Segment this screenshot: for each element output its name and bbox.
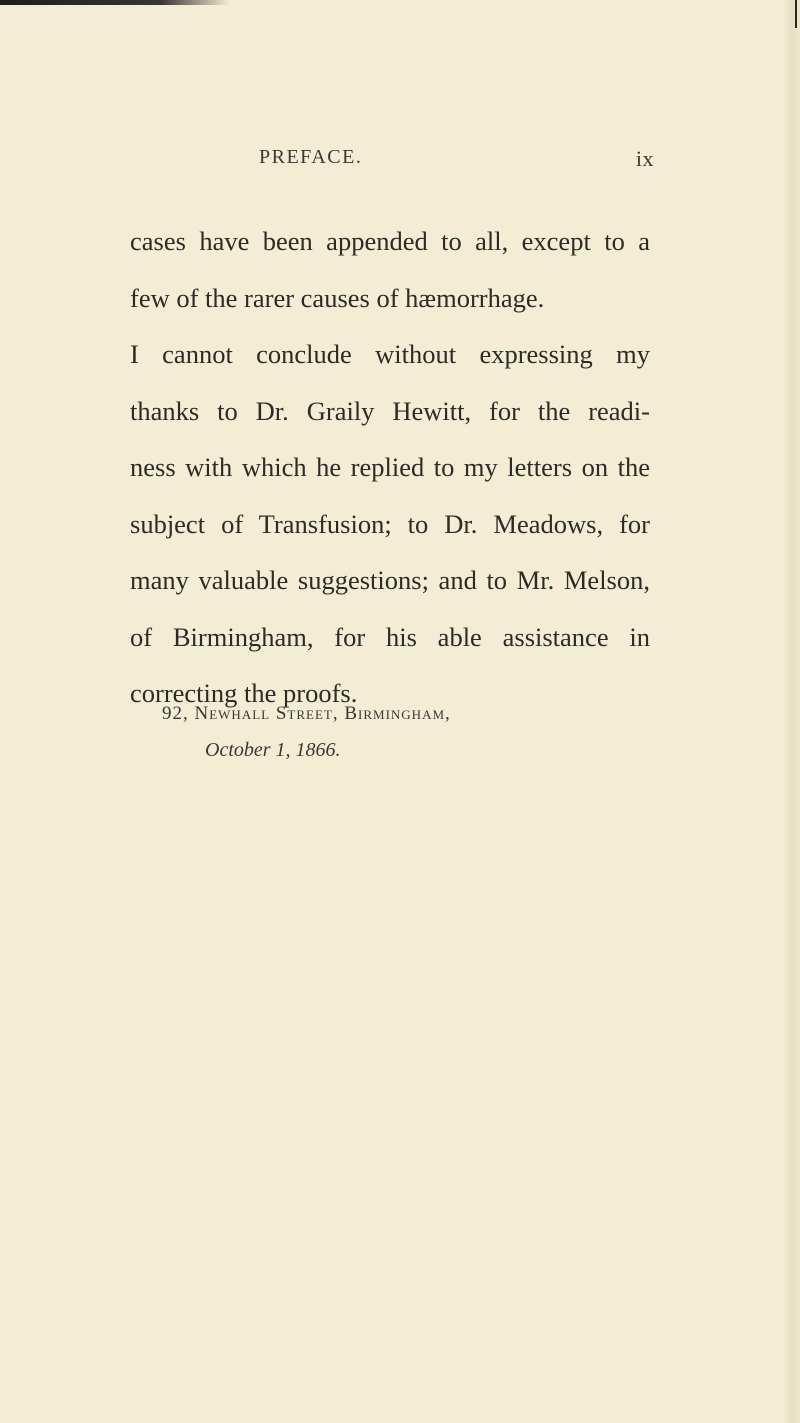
page-top-rule — [0, 0, 230, 5]
text-line: I cannot conclude without expressing my — [130, 339, 650, 369]
text-line: many valuable suggestions; and to Mr. Melson, — [130, 565, 650, 595]
page-edge-shadow — [782, 0, 800, 1423]
text-line: subject of Transfusion; to Dr. Meadows, for — [130, 508, 650, 539]
text-line: of Birmingham, for his able assistance in — [130, 621, 650, 652]
running-title: PREFACE. — [259, 146, 363, 168]
signoff-address: 92, Newhall Street, Birmingham, — [162, 703, 451, 724]
text-line: cases have been appended to all, except to a — [130, 226, 650, 256]
text-line: thanks to Dr. Graily Hewitt, for the readi- — [130, 395, 650, 426]
page-number: ix — [635, 146, 654, 171]
preface-body — [130, 213, 650, 722]
text-line: ness with which he replied to my letters on the — [130, 452, 650, 482]
signoff-date: October 1, 1866. — [205, 739, 341, 761]
text-line: few of the rarer causes of hæmorrhage. — [130, 282, 545, 313]
page-edge-mark — [795, 0, 797, 28]
running-header — [259, 146, 654, 170]
text-line: correcting the proofs. — [130, 678, 358, 708]
